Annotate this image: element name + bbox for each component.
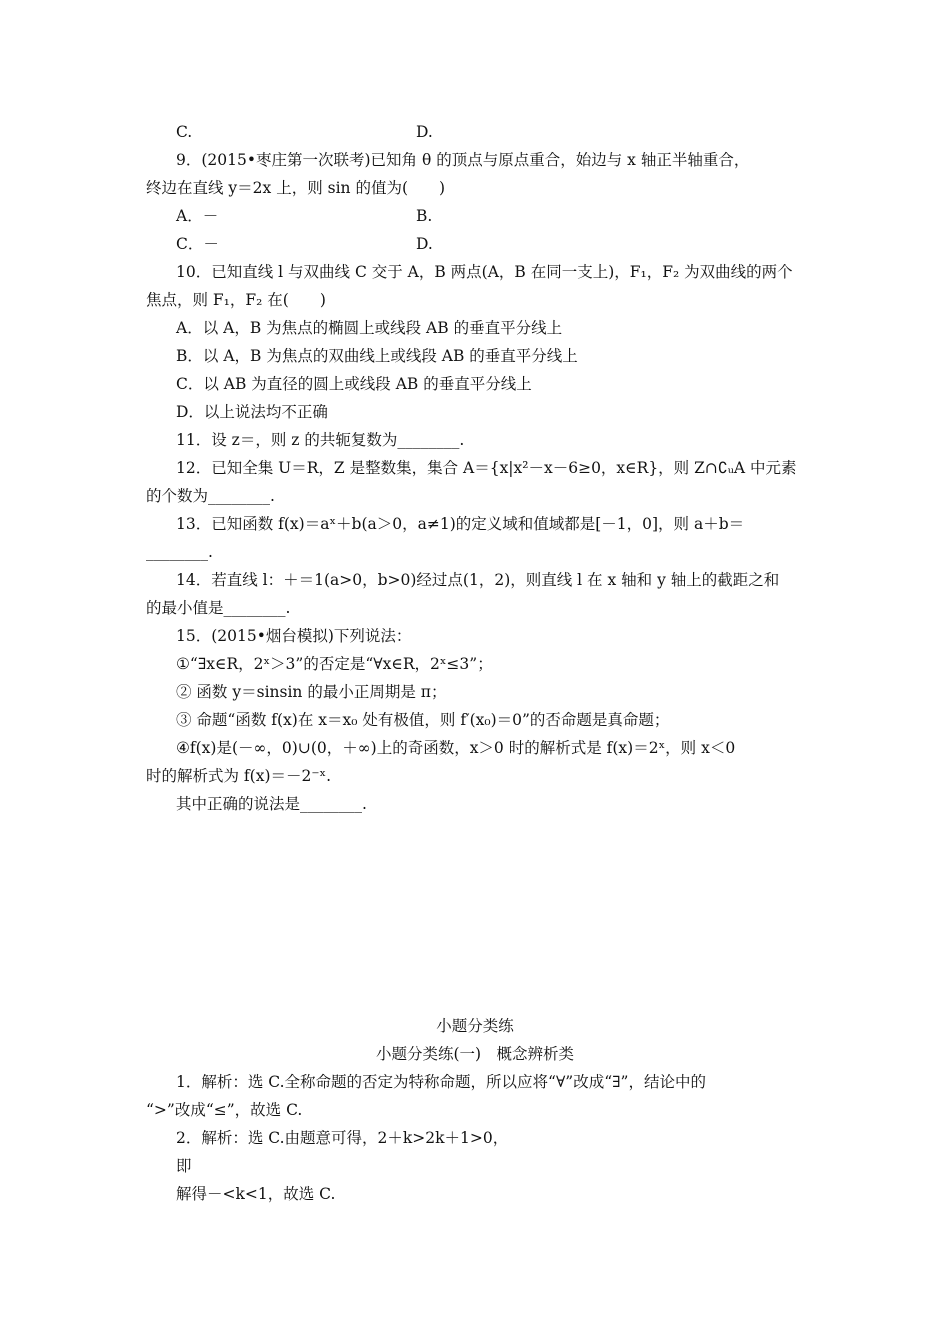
- question-10-cont: 焦点，则 F₁，F₂ 在( ): [146, 291, 326, 309]
- question-13: 13．已知函数 f(x)＝aˣ＋b(a＞0，a≠1)的定义域和值域都是[－1，0]，则 a＋b＝: [176, 515, 745, 533]
- section-title: 小题分类练: [436, 1017, 514, 1035]
- solution-2: 2．解析：选 C.由题意可得，2＋k>2k＋1>0，: [176, 1129, 509, 1147]
- solution-1: 1．解析：选 C.全称命题的否定为特称命题，所以应将“∀”改成“∃”，结论中的: [176, 1073, 706, 1091]
- question-14-cont: 的最小值是________.: [146, 599, 291, 617]
- statement-4-cont: 时的解析式为 f(x)＝－2⁻ˣ.: [146, 767, 332, 785]
- solution-1-cont: “>”改成“≤”，故选 C.: [146, 1101, 303, 1119]
- question-12: 12．已知全集 U＝R，Z 是整数集，集合 A＝{x|x²－x－6≥0，x∈R}，则 Z∩∁ᵤA 中元素: [176, 459, 797, 477]
- solution-2-result: 解得－<k<1，故选 C.: [176, 1185, 336, 1203]
- question-15: 15．(2015•烟台模拟)下列说法：: [176, 627, 412, 645]
- statement-1: ①“∃x∈R，2ˣ＞3”的否定是“∀x∈R，2ˣ≤3”；: [176, 655, 493, 673]
- question-9: 9．(2015•枣庄第一次联考)已知角 θ 的顶点与原点重合，始边与 x 轴正半轴重合，: [176, 151, 750, 169]
- statement-2: ② 函数 y＝sinsin 的最小正周期是 π；: [176, 683, 447, 701]
- option-c: C．以 AB 为直径的圆上或线段 AB 的垂直平分线上: [176, 375, 532, 393]
- question-9-cont: 终边在直线 y＝2x 上，则 sin 的值为( ): [146, 179, 446, 197]
- statement-4: ④f(x)是(－∞，0)∪(0，＋∞)上的奇函数，x＞0 时的解析式是 f(x)＝2ˣ，则 x＜0: [176, 739, 736, 757]
- option-c: C．－: [176, 235, 219, 253]
- option-b: B.: [416, 207, 433, 225]
- option-d: D．以上说法均不正确: [176, 403, 328, 421]
- option-d: D.: [416, 123, 433, 141]
- statement-3: ③ 命题“函数 f(x)在 x＝x₀ 处有极值，则 f′(x₀)＝0”的否命题是真命题；: [176, 711, 670, 729]
- option-a: A．－: [176, 207, 219, 225]
- question-11: 11．设 z＝，则 z 的共轭复数为________.: [176, 431, 465, 449]
- question-10: 10．已知直线 l 与双曲线 C 交于 A，B 两点(A，B 在同一支上)，F₁，F₂ 为双曲线的两个: [176, 263, 793, 281]
- question-15-answer-prompt: 其中正确的说法是________.: [176, 795, 367, 813]
- solution-2-step: 即: [176, 1157, 192, 1175]
- option-a: A．以 A，B 为焦点的椭圆上或线段 AB 的垂直平分线上: [176, 319, 563, 337]
- option-b: B．以 A，B 为焦点的双曲线上或线段 AB 的垂直平分线上: [176, 347, 578, 365]
- question-14: 14．若直线 l：＋＝1(a>0，b>0)经过点(1，2)，则直线 l 在 x 轴和 y 轴上的截距之和: [176, 571, 780, 589]
- section-subtitle: 小题分类练(一) 概念辨析类: [375, 1045, 575, 1063]
- question-12-cont: 的个数为________.: [146, 487, 275, 505]
- option-d: D.: [416, 235, 433, 253]
- question-13-cont: ________.: [146, 543, 213, 561]
- option-c: C.: [176, 123, 193, 141]
